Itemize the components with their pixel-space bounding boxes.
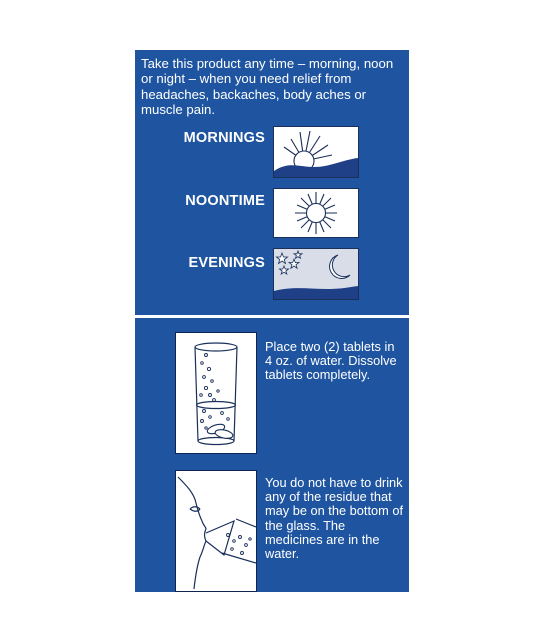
directions-panel <box>135 50 409 592</box>
glass-with-tablets-icon <box>175 332 257 454</box>
person-drinking-icon <box>175 470 257 592</box>
section-divider <box>135 315 409 318</box>
moon-stars-icon <box>273 248 359 300</box>
intro-text: Take this product any time – morning, noon or night – when you need relief from headaches, backaches, body aches or muscle pain. <box>141 56 394 118</box>
step-1-text: Place two (2) tablets in 4 oz. of water. Dissolve tablets completely. <box>265 339 397 383</box>
sun-icon <box>273 188 359 238</box>
mornings-label: MORNINGS <box>183 130 265 146</box>
step-2-text: You do not have to drink any of the residue that may be on the bottom of the glass. The medicines are in the water. <box>265 475 404 562</box>
noontime-label: NOONTIME <box>185 193 265 209</box>
evenings-label: EVENINGS <box>188 255 265 271</box>
sunrise-icon <box>273 126 359 178</box>
